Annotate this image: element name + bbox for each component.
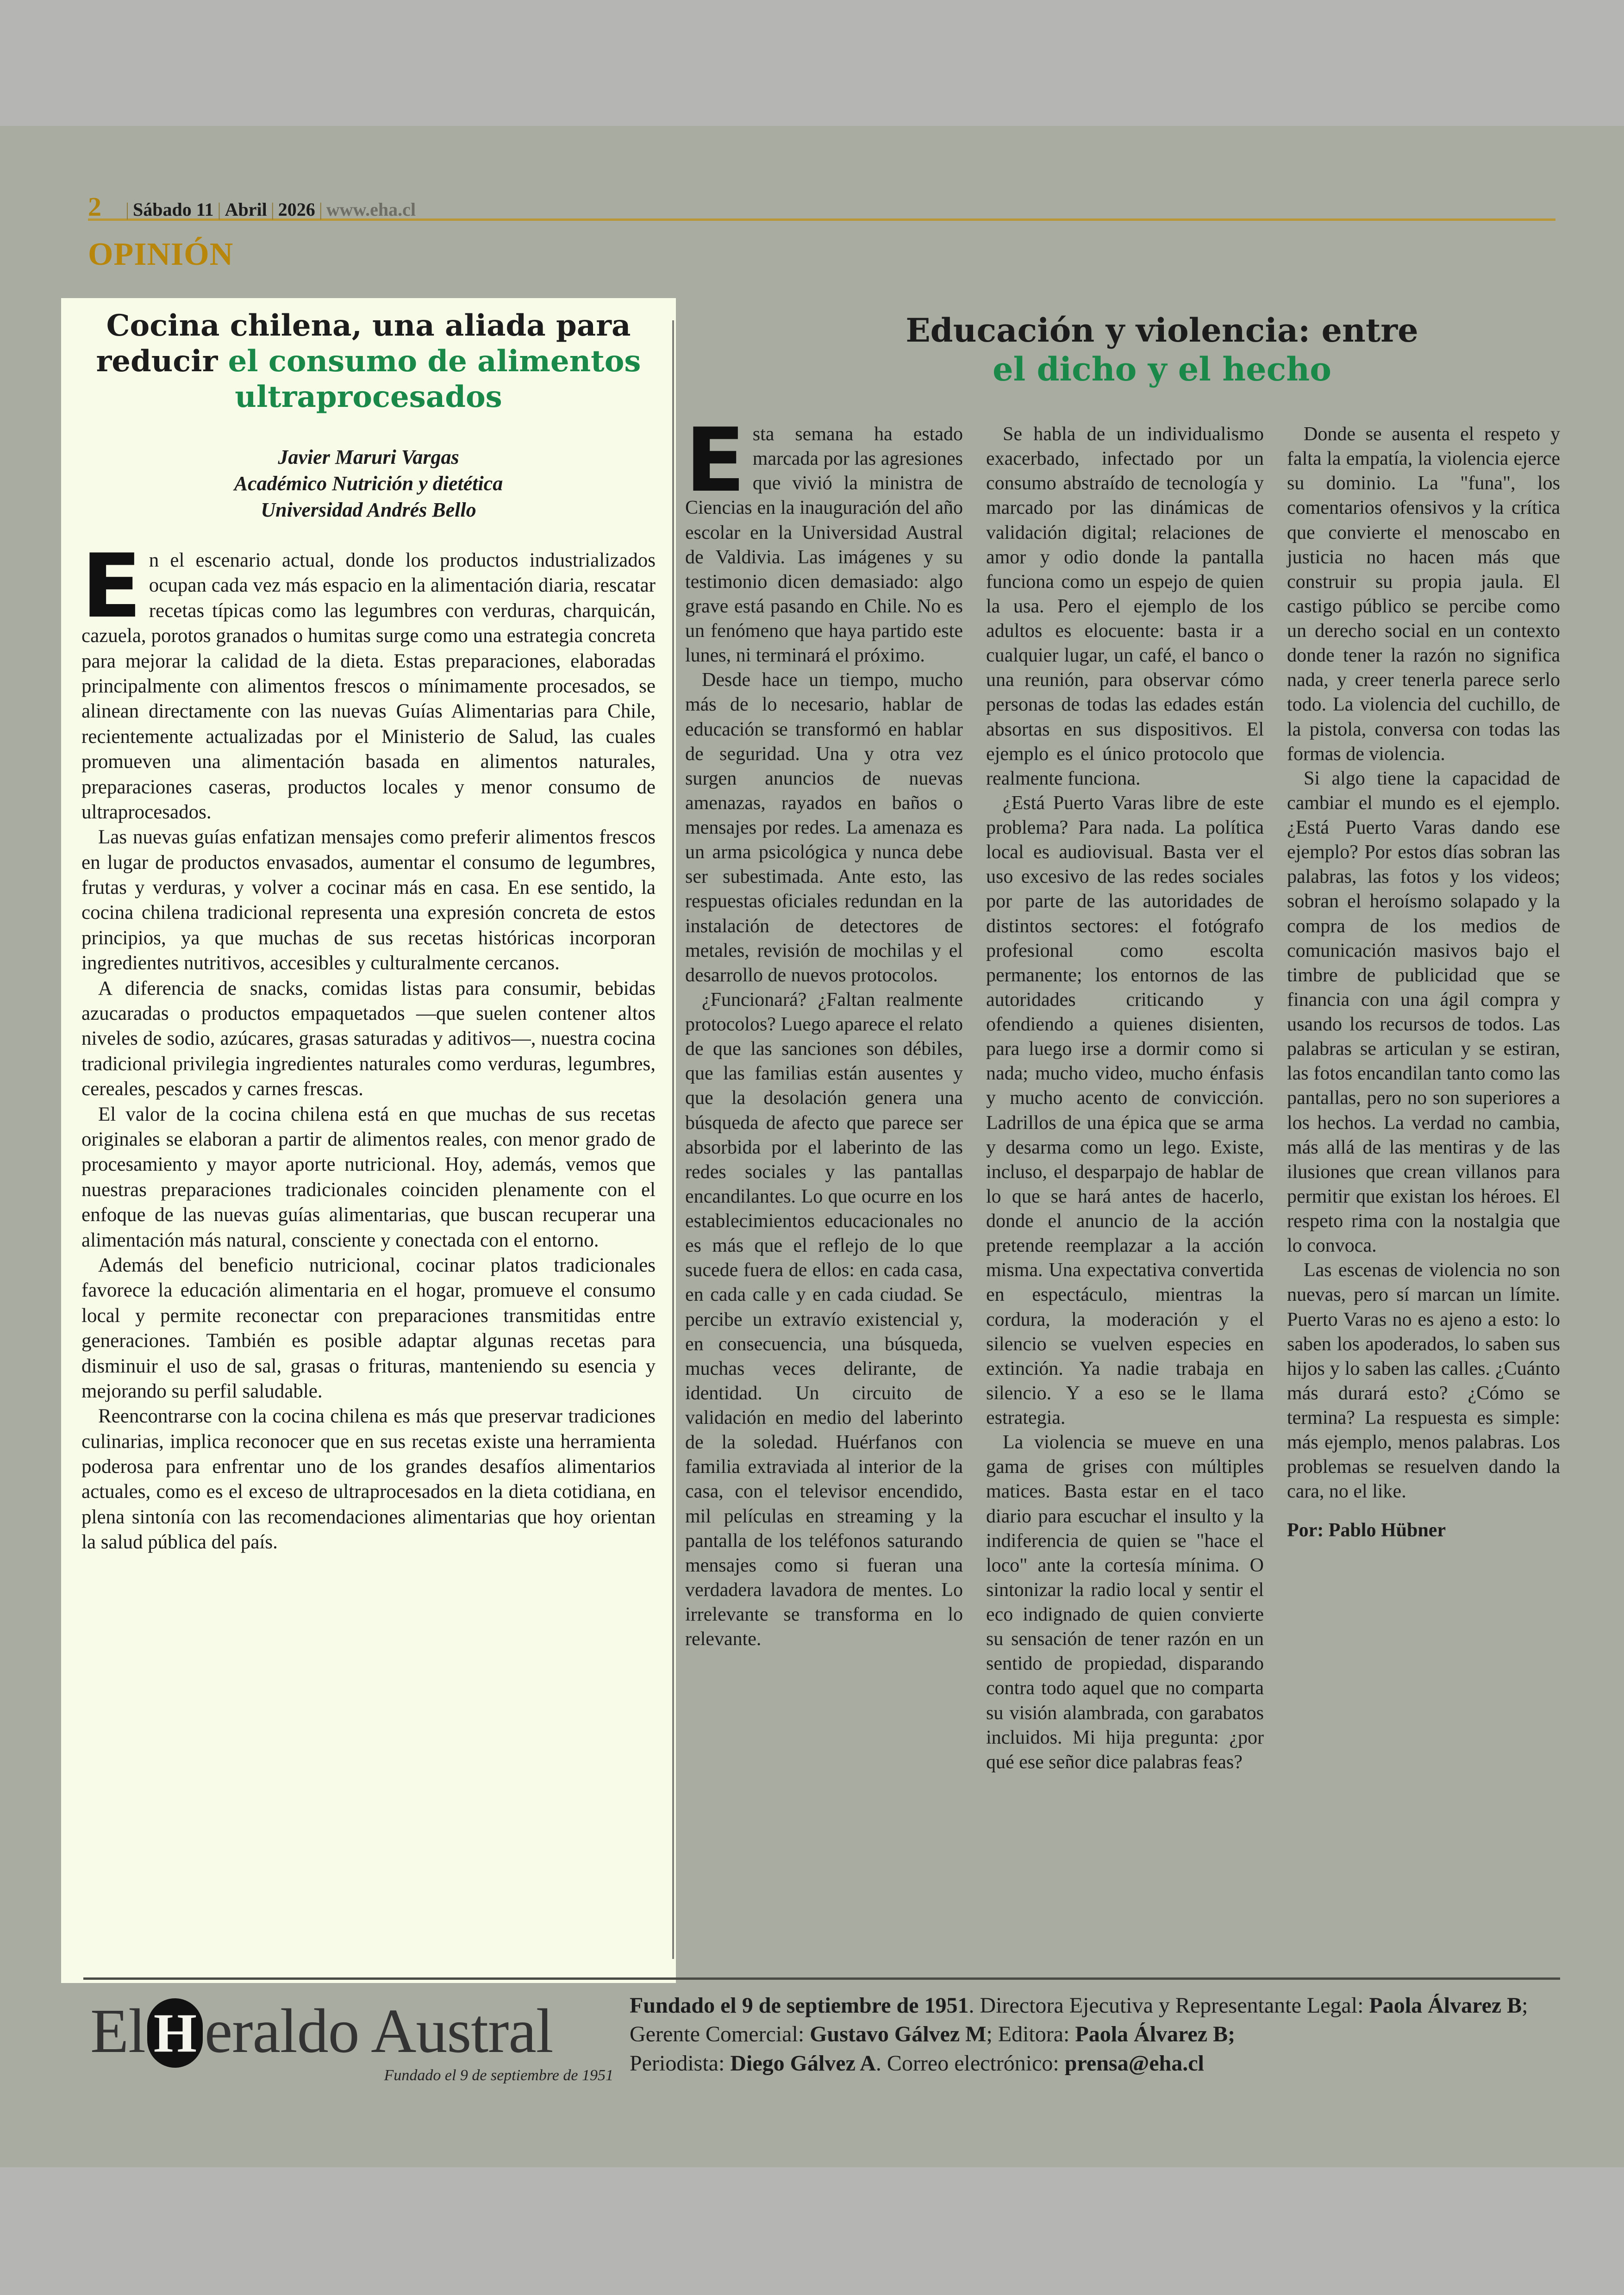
article-educacion-column-1 [685, 409, 963, 1652]
author-role: Académico Nutrición y dietética [234, 472, 503, 495]
paragraph: ¿Funcionará? ¿Faltan realmente protocolos? Luego aparece el relato de que las sanciones son débiles, que las familias están ausentes y que la desolación genera una búsqueda de afecto que parece ser absorbida por el laberinto de las redes sociales y las pantallas encandilantes. Lo que ocurre en los establecimientos educacionales no es más que el reflejo de lo que sucede fuera de ellos: en cada casa, en cada calle y en cada ciudad. Se percibe un extravío existencial y, en consecuencia, una búsqueda, muchas veces delirante, de identidad. Un circuito de validación en medio del laberinto de la soledad. Huérfanos con familia extraviada al interior de la casa, con el televisor encendido, mil películas en streaming y la pantalla de los teléfonos saturando mensajes como si fueran una verdadera lavadora de mentes. Lo irrelevante se transforma en lo relevante. [685, 989, 963, 1650]
article-educacion-column-3 [1287, 422, 1560, 1543]
director-name: Paola Álvarez B [1369, 1993, 1522, 2018]
paragraph: Además del beneficio nutricional, cocinar platos tradicionales favorece la educación alimentaria en el hogar, promueve el consumo local y permite reconectar con preparaciones transmitidas entre generaciones. También es posible adaptar algunas recetas para disminuir el uso de sal, grasas o frituras, manteniendo su esencia y mejorando su perfil saludable. [81, 1254, 656, 1402]
article-educacion-title: Educación y violencia: entre el dicho y el hecho [906, 311, 1418, 388]
manager-name: Gustavo Gálvez M [810, 2022, 987, 2047]
paragraph: Donde se ausenta el respeto y falta la empatía, la violencia ejerce su dominio. La "funa", los comentarios ofensivos y la crítica que convierte el menoscabo en justicia no hacen más que construir su propia jaula. El castigo público se percibe como un derecho social en un contexto donde tener la razón no significa nada, y creer tenerla parece serlo todo. La violencia del cuchillo, de la pistola, conversa con todas las formas de violencia. [1287, 424, 1560, 765]
paragraph: Las escenas de violencia no son nuevas, pero sí marcan un límite. Puerto Varas no es ajeno a esto: lo saben los apoderados, lo saben sus hijos y lo saben las calles. ¿Cuánto más durará esto? ¿Cómo se termina? La respuesta es simple: más ejemplo, menos palabras. Los problemas se resuelven dando la cara, no el like. [1287, 1260, 1560, 1503]
column-divider [672, 320, 674, 1959]
section-title: OPINIÓN [88, 237, 234, 272]
article-cocina-body [81, 535, 656, 1555]
paragraph: Se habla de un individualismo exacerbado, infectado por un consumo abstraído de tecnología y marcado por las dinámicas de validación digital; relaciones de amor y odio donde la pantalla funciona como un espejo de quien la usa. Pero el ejemplo de los adultos es elocuente: basta ir a cualquier lugar, un café, el banco o una reunión, para observar cómo personas de todas las edades están absortas en sus dispositivos. El ejemplo es el único protocolo que realmente funciona. [986, 424, 1264, 789]
paragraph: Esta semana ha estado marcada por las agresiones que vivió la ministra de Ciencias en la inauguración del año escolar en la Universidad Austral de Valdivia. Las imágenes y su testimonio dicen demasiado: algo grave está pasando en Chile. No es un fenómeno que haya partido este lunes, ni terminará el próximo. [685, 409, 963, 667]
issue-day: Sábado 11 [133, 199, 214, 220]
contact-email[interactable]: prensa@eha.cl [1064, 2051, 1204, 2076]
issue-month: Abril [225, 199, 267, 220]
newspaper-logo: El H eraldo Austral Fundado el 9 de septiembre de 1951 [90, 1996, 613, 2084]
page-header: 2 | Sábado 11 | Abril | 2026 | www.eha.cl [88, 195, 1555, 221]
logo-tagline: Fundado el 9 de septiembre de 1951 [384, 2067, 613, 2084]
masthead-credits: Fundado el 9 de septiembre de 1951. Directora Ejecutiva y Representante Legal: Paola Álvarez B; Gerente Comercial: Gustavo Gálvez M; Editora: Paola Álvarez B; Periodista: Diego Gálvez A. Correo electrónico: prensa@eha.cl [630, 1993, 1528, 2076]
drop-cap: E [685, 409, 745, 511]
author-name: Javier Maruri Vargas [278, 446, 459, 468]
paragraph: La violencia se mueve en una gama de grises con múltiples matices. Basta estar en el taco diario para escuchar el insulto y la indiferencia de quien se "hace el loco" ante la cortesía mínima. O sintonizar la radio local y sentir el eco indignado de quien convierte su sensación de tener razón en un sentido de propiedad, disparando contra todo aquel que no comparta su visión alambrada, con garabatos incluidos. Mi hija pregunta: ¿por qué ese señor dice palabras feas? [986, 1432, 1264, 1773]
article-cocina-title: Cocina chilena, una aliada para reducir el consumo de alimentos ultraprocesados [96, 308, 641, 414]
paragraph: Las nuevas guías enfatizan mensajes como preferir alimentos frescos en lugar de productos envasados, aumentar el consumo de legumbres, frutas y verduras, y volver a cocinar más en casa. En ese sentido, la cocina chilena tradicional representa una expresión concreta de estos principios, ya que muchas de sus recetas históricas incorporan ingredientes nutritivos, accesibles y culturalmente cercanos. [81, 826, 656, 974]
journalist-name: Diego Gálvez A [730, 2051, 876, 2076]
footer-rule [83, 1977, 1560, 1980]
article-signature: Por: Pablo Hübner [1287, 1519, 1446, 1541]
logo-h-mark: H [147, 1998, 203, 2068]
paragraph: Reencontrarse con la cocina chilena es más que preservar tradiciones culinarias, implica reconocer que en sus recetas existe una herramienta poderosa para enfrentar uno de los grandes desafíos alimentarios actuales, como es el exceso de ultraprocesados en la dieta cotidiana, en plena sintonía con las recomendaciones alimentarias que hoy orientan la salud pública del país. [81, 1405, 656, 1553]
founded-date: Fundado el 9 de septiembre de 1951 [630, 1993, 969, 2018]
article-cocina-byline [80, 444, 657, 524]
website-link[interactable]: www.eha.cl [326, 199, 416, 220]
drop-cap: E [81, 535, 142, 637]
paragraph: Desde hace un tiempo, mucho más de lo necesario, hablar de educación se transformó en hablar de seguridad. Una y otra vez surgen anuncios de nuevas amenazas, rayados en baños o mensajes por redes. La amenaza es un arma psicológica y nunca debe ser subestimada. Ante esto, las respuestas oficiales redundan en la instalación de detectores de metales, revisión de mochilas y el desarrollo de nuevos protocolos. [685, 669, 963, 986]
paragraph: El valor de la cocina chilena está en que muchas de sus recetas originales se elaboran a partir de alimentos reales, con menor grado de procesamiento y mayor aporte nutricional. Hoy, además, vemos que nuestras preparaciones tradicionales coinciden plenamente con el enfoque de las nuevas guías alimentarias, que buscan recuperar una alimentación más natural, consciente y conectada con el entorno. [81, 1103, 656, 1251]
paragraph: ¿Está Puerto Varas libre de este problema? Para nada. La política local es audiovisual. Basta ver el uso excesivo de las redes sociales por parte de las autoridades de distintos sectores: el fotógrafo profesional como escolta permanente; los entornos de las autoridades criticando y ofendiendo a quienes disienten, para luego irse a dormir como si nada; mucho video, mucho énfasis y mucho acento de convicción. Ladrillos de una épica que se arma y desarma como un lego. Existe, incluso, el desparpajo de hablar de lo que se hará antes de hacerlo, donde el anuncio de la acción pretende reemplazar a la acción misma. Una expectativa convertida en espectáculo, mientras la cordura, la moderación y el silencio se vuelven especies en extinción. Ya nadie trabaja en silencio. Y a eso se le llama estrategia. [986, 792, 1264, 1428]
issue-year: 2026 [278, 199, 315, 220]
paragraph: En el escenario actual, donde los productos industrializados ocupan cada vez más espacio en la alimentación diaria, rescatar recetas típicas como las legumbres con verduras, charquicán, cazuela, porotos granados o humitas surge como una estrategia concreta para mejorar la calidad de la dieta. Estas preparaciones, elaboradas principalmente con alimentos frescos o mínimamente procesados, se alinean directamente con las nuevas Guías Alimentarias para Chile, recientemente actualizadas por el Ministerio de Salud, las cuales promueven una alimentación basada en alimentos naturales, preparaciones caseras, productos locales y menor consumo de ultraprocesados. [81, 535, 656, 823]
newspaper-page [0, 126, 1624, 2167]
editor-name: Paola Álvarez B; [1075, 2022, 1236, 2047]
paragraph: Si algo tiene la capacidad de cambiar el mundo es el ejemplo. ¿Está Puerto Varas dando ese ejemplo? Por estos días sobran las palabras, las fotos y los videos; sobran el heroísmo solapado y la compra de los medios de comunicación masivos bajo el timbre de publicidad que se financia con una ágil compra y usando los recursos de todos. Las palabras se articulan y se estiran, las fotos encandilan tanto como las pantallas, pero no son superiores a los hechos. La verdad no cambia, más allá de las mentiras y de las ilusiones que crean villanos para permitir que existan los héroes. El respeto rima con la nostalgia que lo convoca. [1287, 767, 1560, 1257]
page-number: 2 [88, 192, 101, 222]
article-cocina-panel [61, 298, 676, 1983]
article-educacion-column-2 [986, 422, 1264, 1775]
paragraph: A diferencia de snacks, comidas listas para consumir, bebidas azucaradas o productos empaquetados —que suelen contener altos niveles de sodio, azúcares, grasas saturadas y aditivos—, nuestra cocina tradicional privilegia ingredientes naturales como verduras, legumbres, cereales, pescados y carnes frescas. [81, 977, 656, 1100]
author-affiliation: Universidad Andrés Bello [261, 499, 476, 522]
